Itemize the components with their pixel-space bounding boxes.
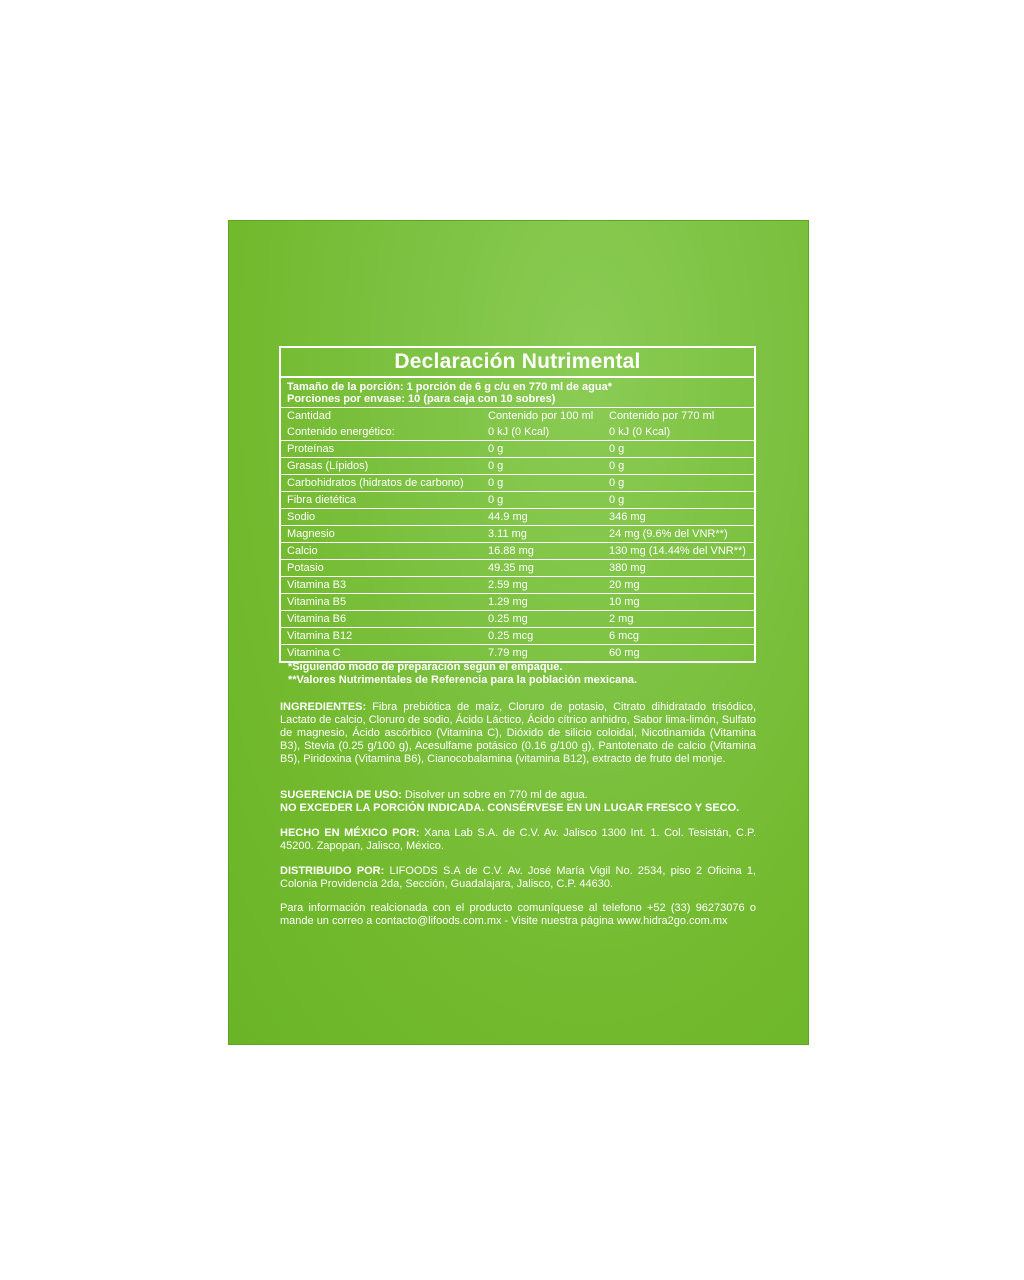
nutrition-facts-panel [279,346,756,663]
package-back-panel [228,220,809,1045]
table-cell: 16.88 mg [482,543,603,560]
manufacturer-text: Xana Lab S.A. de C.V. Av. Jalisco 1300 Int. 1. Col. Tesistán, C.P. 45200. Zapopan, Jalisco, México. [280,827,756,852]
nutrition-table [281,408,754,661]
table-cell: 0.25 mg [482,611,603,628]
table-cell: 24 mg (9.6% del VNR**) [603,526,754,543]
table-cell: Potasio [281,560,482,577]
servings-per-package: Porciones por envase: 10 (para caja con 10 sobres) [287,393,556,405]
table-cell: 0.25 mcg [482,628,603,645]
distributor-text: LIFOODS S.A de C.V. Av. José María Vigil No. 2534, piso 2 Oficina 1, Colonia Providencia 2da, Sección, Guadalajara, Jalisco, C.P. 44630. [280,865,756,890]
table-cell: Fibra dietética [281,492,482,509]
distributor-block [280,865,756,891]
table-cell: 10 mg [603,594,754,611]
table-cell: Grasas (Lípidos) [281,458,482,475]
serving-info [281,378,754,408]
table-cell: Contenido energético: [281,424,482,441]
table-cell: 1.29 mg [482,594,603,611]
table-cell: 0 kJ (0 Kcal) [603,424,754,441]
table-cell: 7.79 mg [488,647,528,659]
table-cell: Vitamina B5 [281,594,482,611]
table-cell: Carbohidratos (hidratos de carbono) [281,475,482,492]
table-cell: 6 mcg [603,628,754,645]
manufacturer-block [280,827,756,853]
table-cell: 0 g [603,475,754,492]
table-cell: Vitamina C [287,647,341,659]
table-cell: Vitamina B3 [281,577,482,594]
table-row [281,492,754,509]
energy-row [281,424,754,441]
table-cell: 0 g [482,441,603,458]
table-row [281,458,754,475]
contact-info: Para información realcionada con el producto comuníquese al telefono +52 (33) 96273076 o mande un correo a contacto@lifoods.com.mx - Visite nuestra página www.hidra2go.com.mx [280,902,756,927]
serving-size: Tamaño de la porción: 1 porción de 6 g c/u en 770 ml de agua* [287,381,612,393]
table-row [281,526,754,543]
table-row [281,645,754,662]
footnote: **Valores Nutrimentales de Referencia para la población mexicana. [288,674,638,686]
header-cell: Contenido por 770 ml [609,410,715,422]
table-cell: 380 mg [603,560,754,577]
table-cell: 0 g [603,492,754,509]
ingredients-label: INGREDIENTES: [280,701,367,713]
usage-text: Disolver un sobre en 770 ml de agua. [401,789,588,801]
table-row [281,475,754,492]
table-cell: 0 g [482,475,603,492]
table-cell: 44.9 mg [482,509,603,526]
panel-title: Declaración Nutrimental [281,348,754,378]
manufacturer-label: HECHO EN MÉXICO POR: [280,827,420,839]
table-row [281,611,754,628]
distributor-label: DISTRIBUIDO POR: [280,865,385,877]
table-cell: 0 g [482,458,603,475]
usage-block [280,789,756,815]
table-row [281,560,754,577]
table-cell: Magnesio [281,526,482,543]
table-row [281,543,754,560]
table-cell: 20 mg [603,577,754,594]
table-cell: 3.11 mg [482,526,603,543]
table-row [281,441,754,458]
table-cell: Calcio [281,543,482,560]
table-cell: 2.59 mg [482,577,603,594]
table-row [281,509,754,526]
table-cell: Vitamina B12 [281,628,482,645]
table-row [281,594,754,611]
table-cell: 130 mg (14.44% del VNR**) [603,543,754,560]
table-cell: 0 g [482,492,603,509]
table-header-row [281,408,754,424]
table-cell: 0 kJ (0 Kcal) [482,424,603,441]
ingredients-text: Fibra prebiótica de maíz, Cloruro de potasio, Citrato dihidratado trisódico, Lactato de calcio, Cloruro de sodio, Ácido Láctico, Ácido cítrico anhidro, Sabor lima-limón, Sulfato de magnesio, Ácido ascórbico (Vitamina C), Dióxido de silicio coloidal, Nicotinamida (Vitamina B3), Stevia (0.25 g/100 g), Acesulfame potásico (0.16 g/100 g), Pantotenato de calcio (Vitamina B5), Piridoxina (Vitamina B6), Cianocobalamina (vitamina B12), extracto de fruto del monje. [280,701,756,765]
usage-warning: NO EXCEDER LA PORCIÓN INDICADA. CONSÉRVESE EN UN LUGAR FRESCO Y SECO. [280,802,740,814]
header-cell: Contenido por 100 ml [488,410,594,422]
table-cell: Vitamina B6 [281,611,482,628]
table-row [281,628,754,645]
table-cell: 346 mg [603,509,754,526]
ingredients-block [280,701,756,766]
table-row [281,577,754,594]
table-cell: 0 g [603,458,754,475]
table-cell: 2 mg [603,611,754,628]
header-cell: Cantidad [287,410,332,422]
table-cell: Sodio [281,509,482,526]
table-cell: 60 mg [609,647,640,659]
table-cell: 0 g [603,441,754,458]
table-cell: 49.35 mg [482,560,603,577]
footnote: *Siguiendo modo de preparación según el empaque. [288,661,563,673]
footnotes [288,661,758,687]
table-cell: Proteínas [281,441,482,458]
usage-label: SUGERENCIA DE USO: [280,789,402,801]
